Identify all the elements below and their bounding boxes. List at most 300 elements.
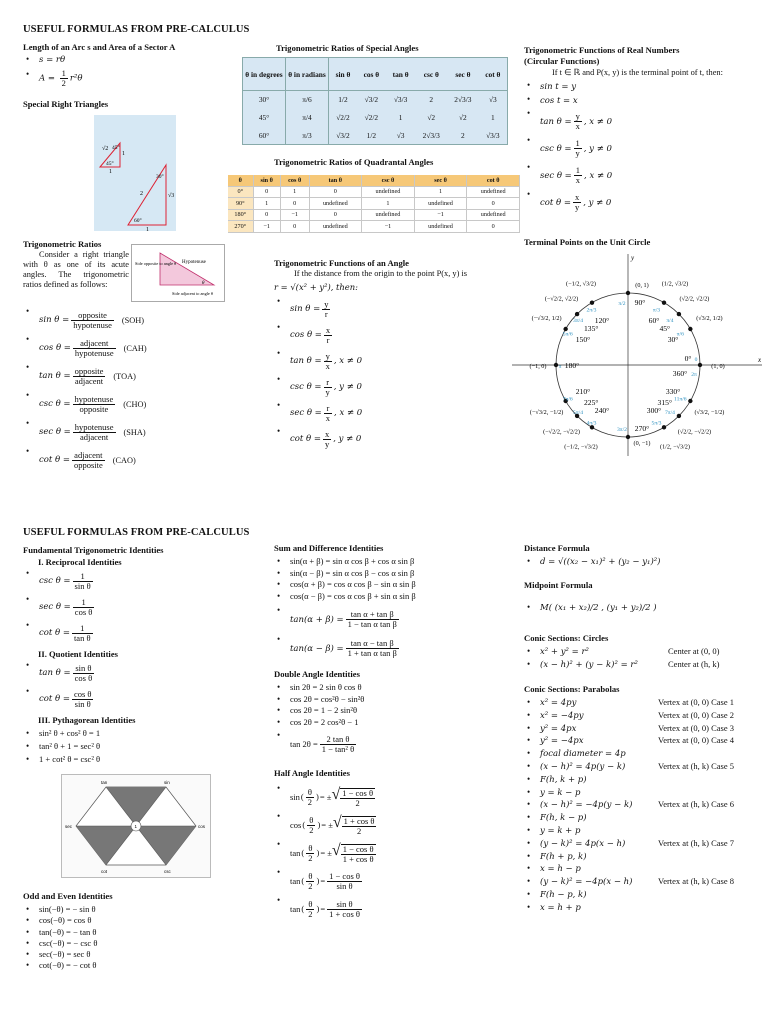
- parabola-item: • (y − k)² = 4p(x − h) Vertex at (h, k) Case 7: [524, 838, 768, 851]
- terminal-point-label: (0, 1): [635, 282, 649, 289]
- parabola-item: • y² = 4px Vertex at (0, 0) Case 3: [524, 723, 768, 736]
- terminal-point-label: (−√3/2, −1/2): [529, 409, 564, 416]
- terminal-point-label: (−√2/2, −√2/2): [543, 428, 580, 436]
- formula-item: • sec θ = hypotenuse adjacent (SHA): [23, 418, 223, 446]
- table-cell: √3/3: [393, 95, 408, 105]
- table-cell: undefined: [362, 186, 415, 198]
- terminal-point-label: (−1/2, √3/2): [566, 280, 596, 288]
- trig-ratios-list: [23, 306, 223, 474]
- terminal-point: [677, 312, 681, 316]
- degree-label: 180°: [564, 361, 580, 370]
- formula-item: • sec θ = $\frac{1}{\text{cos θ}}$: [23, 594, 223, 620]
- table-cell: undefined: [309, 221, 362, 233]
- formula-item: • sec θ = $\frac{r}{x}$ , x ≠ 0: [274, 400, 474, 426]
- svg-text:√3: √3: [168, 193, 175, 199]
- table-header: cot θ: [479, 58, 507, 91]
- radian-label: 11π/6: [674, 396, 687, 403]
- pyth-item: • sin² θ + cos² θ = 1: [23, 728, 223, 738]
- fraction: $\frac{\text{sin θ}}{\text{1 + cos θ}}$: [329, 898, 360, 919]
- table-cell: √3/2: [336, 130, 350, 140]
- formula-item: • cot θ = $\frac{x}{y}$ , y ≠ 0: [274, 426, 474, 452]
- terminal-point: [677, 414, 681, 418]
- degree-label: 90°: [634, 298, 646, 307]
- table-row: [228, 221, 520, 233]
- distance-list: [524, 556, 754, 567]
- odd-even-item: • sec(−θ) = sec θ: [23, 949, 223, 960]
- parabola-item: • F(h, k − p): [524, 812, 768, 825]
- table-header: tan θ: [309, 175, 362, 186]
- radian-label: 7π/6: [562, 396, 573, 403]
- table-row: [243, 91, 507, 109]
- special-triangles-heading: Special Right Triangles: [23, 99, 109, 109]
- formula-item: • cot θ = adjacent opposite (CAO): [23, 446, 223, 474]
- formula-item: • sec θ = $\frac{1}{x}$ , x ≠ 0: [524, 162, 724, 189]
- unit-circle-heading: Terminal Points on the Unit Circle: [524, 237, 651, 247]
- fundamental-heading: Fundamental Trigonometric Identities: [23, 545, 164, 555]
- fraction: $\frac{1}{\text{tan θ}}$: [73, 622, 91, 643]
- terminal-point: [698, 363, 702, 367]
- distance-heading: Distance Formula: [524, 543, 590, 553]
- formula-item: • csc θ = $\frac{r}{y}$ , y ≠ 0: [274, 374, 474, 400]
- table-cell: 1: [491, 113, 495, 123]
- table-header: θ in degrees: [243, 58, 286, 91]
- svg-text:1: 1: [134, 824, 138, 829]
- table-header: sec θ: [447, 58, 479, 91]
- table-header: cos θ: [280, 175, 309, 186]
- table-cell: π/3: [286, 126, 329, 144]
- table-header: θ in radians: [286, 58, 329, 91]
- table-row: [243, 126, 507, 144]
- circles-heading: Conic Sections: Circles: [524, 633, 609, 643]
- table-cell: √3: [396, 130, 405, 140]
- unit-circle-diagram: [508, 250, 766, 462]
- parabolas-heading: Conic Sections: Parabolas: [524, 684, 620, 694]
- sum-diff-item: • sin(α − β) = sin α cos β − cos α sin β: [274, 568, 504, 580]
- theta-over-2: ( $\frac{\theta}{2}$ ): [301, 842, 320, 863]
- sum-diff-list: [274, 556, 504, 602]
- real-fns-intro: If t ∈ ℝ and P(x, y) is the terminal point of t, then:: [552, 68, 723, 77]
- odd-even-heading: Odd and Even Identities: [23, 891, 113, 901]
- fraction: adjacent hypotenuse: [74, 337, 114, 358]
- radical: [325, 900, 364, 919]
- midpoint-heading: Midpoint Formula: [524, 580, 593, 590]
- table-cell: undefined: [414, 221, 467, 233]
- quadrantal-table: [228, 175, 520, 233]
- degree-label: 240°: [594, 406, 610, 416]
- fraction: $\frac{x}{r}$: [325, 324, 331, 345]
- formula-item: • sin θ = opposite hypotenuse (SOH): [23, 306, 223, 334]
- table-cell: undefined: [467, 209, 520, 221]
- table-cell: 60°: [243, 126, 286, 144]
- terminal-point: [688, 399, 692, 403]
- radian-label: π/4: [666, 318, 674, 325]
- half-angle-item: • cos ( $\frac{\theta}{2}$ ) = ± √ $\frac{\text{1 + cos θ}}{2}$: [274, 811, 504, 839]
- degree-label: 0°: [684, 354, 692, 363]
- table-header: cos θ: [357, 58, 386, 91]
- fraction: $\frac{r}{y}$: [325, 376, 330, 397]
- formula-item: • sin θ = $\frac{y}{r}$: [274, 296, 474, 322]
- radian-label: 5π/3: [651, 420, 662, 427]
- table-header: tan θ: [386, 58, 416, 91]
- parabola-item: • (y − k)² = −4p(x − h) Vertex at (h, k) Case 8: [524, 876, 768, 889]
- formula-item: • cot θ = $\frac{\text{cos θ}}{\text{sin θ}}$: [23, 686, 223, 712]
- double-tan: [274, 730, 504, 758]
- fraction: $\frac{y}{r}$: [324, 298, 329, 319]
- table-cell: √2: [427, 113, 436, 123]
- real-fns-subheading: (Circular Functions): [524, 56, 600, 66]
- table-row: [243, 109, 507, 127]
- terminal-point-label: (−√3/2, 1/2): [531, 315, 562, 322]
- fraction: hypotenuse opposite: [74, 393, 114, 414]
- table-header: sin θ: [329, 58, 357, 91]
- table-header: cot θ: [467, 175, 520, 186]
- pyth-item: • tan² θ + 1 = sec² θ: [23, 741, 223, 751]
- table-row: [228, 198, 520, 210]
- svg-text:cos: cos: [198, 824, 206, 829]
- radian-label: π/6: [676, 331, 684, 338]
- table-cell: −1: [414, 209, 467, 221]
- tri-label: √2: [102, 146, 109, 152]
- parabola-item: • y = k + p: [524, 825, 768, 838]
- table-header: sec θ: [414, 175, 467, 186]
- svg-text:sec: sec: [65, 824, 73, 829]
- parabola-item: • y² = −4px Vertex at (0, 0) Case 4: [524, 735, 768, 748]
- double-item: • cos 2θ = cos²θ − sin²θ: [274, 694, 504, 706]
- formula-item: • cos t = x: [524, 94, 724, 108]
- degree-label: 60°: [648, 315, 660, 325]
- svg-text:θ: θ: [202, 281, 205, 286]
- table-cell: 1/2: [366, 130, 377, 140]
- table-cell: −1: [280, 209, 309, 221]
- radian-label: 4π/3: [586, 420, 597, 427]
- fraction: $\frac{\text{cos θ}}{\text{sin θ}}$: [73, 688, 92, 709]
- terminal-point-label: (−√2/2, √2/2): [544, 295, 579, 303]
- svg-text:tan: tan: [101, 780, 108, 785]
- svg-text:Hypotenuse: Hypotenuse: [182, 260, 206, 265]
- radian-label: 5π/6: [562, 331, 573, 338]
- table-cell: 1: [398, 113, 403, 123]
- svg-text:45°: 45°: [106, 161, 114, 167]
- fraction: $\frac{\text{1 − cos θ}}{2}$: [342, 787, 374, 808]
- table-cell: undefined: [414, 198, 467, 210]
- distance-formula: • d = √((x₂ − x₁)² + (y₂ − y₁)²): [524, 556, 754, 567]
- parabola-item: • x² = 4py Vertex at (0, 0) Case 1: [524, 697, 768, 710]
- terminal-point-label: (−1/2, −√3/2): [564, 443, 598, 451]
- table-header: csc θ: [415, 58, 447, 91]
- svg-text:1: 1: [122, 151, 125, 157]
- triangles-svg: [94, 115, 176, 231]
- real-fns-list: [524, 80, 724, 216]
- degree-label: 135°: [584, 324, 599, 334]
- formula-item: • tan(α + β) = $\frac{\text{tan α + tan β}}{\text{1 − tan α tan β}}$: [274, 605, 504, 634]
- terminal-point-label: (√3/2, 1/2): [696, 315, 723, 322]
- terminal-point-label: (0, −1): [633, 440, 651, 447]
- half-angle-item: • sin ( $\frac{\theta}{2}$ ) = ± √ $\frac{\text{1 − cos θ}}{2}$: [274, 783, 504, 811]
- degree-label: 150°: [575, 335, 591, 344]
- real-fns-heading: Trigonometric Functions of Real Numbers: [524, 45, 680, 55]
- radian-label: π: [558, 364, 562, 370]
- radical: √ $\frac{\text{1 − cos θ}}{\text{1 + cos θ}}$: [331, 842, 374, 864]
- radical: √ $\frac{\text{1 − cos θ}}{2}$: [331, 786, 374, 808]
- parabola-item: • (x − h)² = −4p(y − k) Vertex at (h, k) Case 6: [524, 799, 768, 812]
- angle-fns-list: [274, 296, 474, 452]
- table-cell: 1: [362, 198, 415, 210]
- parabola-item: • x = h + p: [524, 902, 768, 915]
- table-cell: √2: [459, 113, 467, 123]
- theta-over-2: ( $\frac{\theta}{2}$ ): [302, 814, 321, 835]
- fraction: $\frac{y}{x}$: [325, 350, 330, 371]
- angle-fns-heading: Trigonometric Functions of an Angle: [274, 258, 409, 268]
- page-title: USEFUL FORMULAS FROM PRE-CALCULUS: [23, 24, 250, 35]
- degree-label: 300°: [646, 406, 662, 416]
- table-cell: 1: [414, 186, 467, 198]
- table-row: [228, 186, 520, 198]
- terminal-point-label: (−1, 0): [529, 363, 547, 370]
- special-angles-table: [243, 58, 507, 144]
- table-cell: π/6: [286, 91, 329, 109]
- formula-item: • csc θ = $\frac{1}{\text{sin θ}}$: [23, 568, 223, 594]
- table-cell: √2/2: [364, 113, 379, 123]
- table-cell: −1: [253, 221, 280, 233]
- table-cell: √3/3: [486, 130, 500, 140]
- odd-even-item: • cos(−θ) = cos θ: [23, 915, 223, 926]
- table-header: csc θ: [362, 175, 415, 186]
- radian-label: 2π/3: [586, 307, 597, 314]
- terminal-point: [575, 312, 579, 316]
- terminal-point-label: (1, 0): [711, 363, 725, 370]
- terminal-point: [662, 300, 666, 304]
- radian-label: π/2: [618, 301, 626, 307]
- quadrantal-heading: Trigonometric Ratios of Quadrantal Angles: [274, 157, 434, 167]
- table-cell: undefined: [309, 198, 362, 210]
- table-cell: 0°: [228, 186, 253, 198]
- table-header: sin θ: [253, 175, 280, 186]
- table-cell: 30°: [243, 91, 286, 109]
- double-tan-item: • tan 2θ = $\frac{\text{2 tan θ}}{\text{1 − tan² θ}}$: [274, 730, 504, 758]
- table-cell: 0: [309, 186, 362, 198]
- table-header-row: [243, 58, 507, 91]
- svg-text:1: 1: [109, 169, 112, 175]
- sum-diff-item: • cos(α − β) = cos α cos β + sin α sin β: [274, 591, 504, 603]
- svg-text:60°: 60°: [134, 218, 142, 224]
- radian-label: 7π/4: [664, 409, 675, 416]
- page2-title: USEFUL FORMULAS FROM PRE-CALCULUS: [23, 527, 250, 538]
- svg-text:Side adjacent to angle θ: Side adjacent to angle θ: [172, 291, 213, 296]
- table-cell: 0: [467, 221, 520, 233]
- odd-even-list: [23, 904, 223, 972]
- circle-item: • (x − h)² + (y − k)² = r² Center at (h, k): [524, 658, 764, 671]
- formula-item: • cos θ = adjacent hypotenuse (CAH): [23, 334, 223, 362]
- table-cell: √2/2: [336, 113, 350, 123]
- formula-item: • cot θ = $\frac{1}{\text{tan θ}}$: [23, 620, 223, 646]
- table-cell: 2: [429, 95, 434, 105]
- table-cell: undefined: [362, 209, 415, 221]
- radian-label: 0: [694, 357, 698, 363]
- svg-text:1: 1: [146, 227, 149, 231]
- parabola-item: • focal diameter = 4p: [524, 748, 768, 761]
- terminal-point-label: (√2/2, −√2/2): [677, 428, 712, 436]
- fraction: $\frac{r}{x}$: [325, 402, 331, 423]
- table-cell: −1: [362, 221, 415, 233]
- y-axis-label: y: [631, 254, 635, 262]
- svg-text:cot: cot: [101, 869, 108, 874]
- double-item: • cos 2θ = 1 − 2 sin²θ: [274, 705, 504, 717]
- pyth-heading: III. Pythagorean Identities: [38, 715, 136, 725]
- fraction: $\frac{\text{tan α − tan β}}{\text{1 + tan α tan β}}$: [347, 638, 397, 658]
- half-angle-item: • tan ( $\frac{\theta}{2}$ ) = $\frac{\text{sin θ}}{\text{1 + cos θ}}$: [274, 895, 504, 923]
- terminal-point-label: (1/2, √3/2): [661, 280, 689, 288]
- midpoint-formula: • M( (x₁ + x₂)/2 , (y₁ + y₂)/2 ): [524, 602, 754, 613]
- svg-text:Side opposite to angle θ: Side opposite to angle θ: [135, 261, 177, 266]
- table-cell: 2: [461, 130, 465, 140]
- terminal-point-label: (√2/2, √2/2): [679, 295, 710, 303]
- parabola-item: • F(h − p, k): [524, 889, 768, 902]
- quotient-list: [23, 660, 223, 712]
- fraction: adjacent opposite: [73, 449, 103, 470]
- fraction: $\frac{1}{y}$: [575, 138, 580, 158]
- x-axis-label: x: [758, 356, 762, 364]
- fraction: $\frac{\text{sin θ}}{\text{cos θ}}$: [74, 662, 93, 683]
- sum-diff-item: • sin(α + β) = sin α cos β + cos α sin β: [274, 556, 504, 568]
- terminal-point-label: (√3/2, −1/2): [694, 409, 725, 416]
- formula-item: • cos θ = $\frac{x}{r}$: [274, 322, 474, 348]
- right-triangle-figure: [131, 244, 225, 302]
- special-triangles-figure: [94, 115, 176, 231]
- radical: √ $\frac{\text{1 + cos θ}}{2}$: [332, 814, 375, 836]
- half-angle-item: • tan ( $\frac{\theta}{2}$ ) = ± √ $\frac{\text{1 − cos θ}}{\text{1 + cos θ}}$: [274, 839, 504, 867]
- table-cell: 180°: [228, 209, 253, 221]
- fraction: $\frac{x}{y}$: [574, 192, 580, 212]
- formula-item: • tan(α − β) = $\frac{\text{tan α − tan β}}{\text{1 + tan α tan β}}$: [274, 634, 504, 663]
- trig-ratios-intro: Consider a right triangle with θ as one of its acute angles. The trigonometric ratios defined as follows:: [23, 250, 129, 289]
- radian-label: 3π/2: [617, 427, 627, 433]
- arc-length-formula: • s = rθ: [23, 54, 213, 65]
- fraction: $\frac{\text{tan α + tan β}}{\text{1 − tan α tan β}}$: [347, 609, 397, 629]
- formula-item: • csc θ = hypotenuse opposite (CHO): [23, 390, 223, 418]
- fraction: opposite adjacent: [74, 365, 104, 386]
- fraction: $\frac{1}{\text{cos θ}}$: [74, 596, 93, 617]
- table-cell: 0: [280, 198, 309, 210]
- terminal-point: [688, 327, 692, 331]
- pyth-list: [23, 728, 223, 764]
- degree-label: 270°: [634, 424, 650, 433]
- table-cell: √3: [488, 95, 497, 105]
- odd-even-item: • sin(−θ) = − sin θ: [23, 904, 223, 915]
- double-item: • sin 2θ = 2 sin θ cos θ: [274, 682, 504, 694]
- odd-even-item: • cot(−θ) = − cot θ: [23, 960, 223, 971]
- table-cell: 270°: [228, 221, 253, 233]
- svg-text:sin: sin: [164, 780, 170, 785]
- table-cell: π/4: [286, 109, 329, 127]
- table-row: [228, 209, 520, 221]
- radical: [325, 872, 364, 891]
- formula-item: • tan θ = $\frac{y}{x}$ , x ≠ 0: [524, 108, 724, 135]
- svg-text:30°: 30°: [156, 174, 164, 180]
- degree-label: 45°: [659, 324, 671, 334]
- degree-label: 210°: [575, 387, 591, 396]
- special-angles-heading: Trigonometric Ratios of Special Angles: [276, 43, 419, 53]
- svg-text:2: 2: [140, 191, 143, 197]
- formula-item: • csc θ = $\frac{1}{y}$ , y ≠ 0: [524, 135, 724, 162]
- hexagon-figure: [61, 774, 211, 878]
- radian-label: π/3: [652, 307, 661, 314]
- sum-diff-tan-list: [274, 605, 504, 663]
- table-cell: 2√3/3: [454, 95, 472, 105]
- degree-label: 120°: [594, 315, 610, 325]
- terminal-point: [662, 425, 666, 429]
- fraction: $\frac{\text{1 − cos θ}}{\text{sin θ}}$: [329, 870, 360, 891]
- half-angle-item: • tan ( $\frac{\theta}{2}$ ) = $\frac{\text{1 − cos θ}}{\text{sin θ}}$: [274, 867, 504, 895]
- radian-label: 3π/4: [573, 318, 584, 325]
- radian-label: 2π: [691, 372, 697, 378]
- terminal-point: [590, 300, 594, 304]
- double-item: • cos 2θ = 2 cos²θ − 1: [274, 717, 504, 729]
- formula-item: • tan θ = opposite adjacent (TOA): [23, 362, 223, 390]
- table-cell: undefined: [467, 186, 520, 198]
- svg-text:45°: 45°: [112, 145, 120, 151]
- terminal-point: [626, 435, 630, 439]
- table-cell: √3/2: [364, 95, 379, 105]
- degree-label: 360°: [672, 369, 688, 378]
- parabola-item: • (x − h)² = 4p(y − k) Vertex at (h, k) Case 5: [524, 761, 768, 774]
- pyth-item: • 1 + cot² θ = csc² θ: [23, 754, 223, 764]
- half-list: [274, 783, 504, 923]
- parabola-item: • x = h − p: [524, 863, 768, 876]
- table-cell: 0: [309, 209, 362, 221]
- fraction: $\frac{x}{y}$: [324, 428, 330, 449]
- formula-item: • sin t = y: [524, 80, 724, 94]
- circle-item: • x² + y² = r² Center at (0, 0): [524, 645, 764, 658]
- trig-ratios-heading: Trigonometric Ratios: [23, 239, 102, 249]
- arc-heading: Length of an Arc s and Area of a Sector A: [23, 42, 176, 52]
- fraction: $\frac{\text{1 − cos θ}}{\text{1 + cos θ}}$: [342, 843, 374, 864]
- reciprocal-heading: I. Reciprocal Identities: [38, 557, 122, 567]
- angle-fns-radius: r = √(x² + y²), then:: [274, 282, 358, 292]
- formula-item: • tan θ = $\frac{y}{x}$ , x ≠ 0: [274, 348, 474, 374]
- table-header: θ: [228, 175, 253, 186]
- table-cell: 45°: [243, 109, 286, 127]
- degree-label: 30°: [667, 335, 679, 344]
- parabola-item: • F(h + p, k): [524, 851, 768, 864]
- arc-list: [23, 54, 213, 88]
- fraction: $\frac{1}{\text{sin θ}}$: [74, 570, 91, 591]
- fraction: opposite hypotenuse: [73, 309, 112, 330]
- midpoint-list: [524, 602, 754, 613]
- sector-area-formula: • A = $\frac{1}{2}$ r²θ: [23, 69, 213, 88]
- quotient-heading: II. Quotient Identities: [38, 649, 118, 659]
- table-cell: 1: [253, 198, 280, 210]
- parabolas-list: [524, 697, 768, 915]
- double-list: [274, 682, 504, 728]
- degree-label: 225°: [584, 397, 599, 407]
- sum-diff-item: • cos(α + β) = cos α cos β − sin α sin β: [274, 579, 504, 591]
- radian-label: 5π/4: [573, 409, 584, 416]
- parabola-item: • x² = −4py Vertex at (0, 0) Case 2: [524, 710, 768, 723]
- table-cell: 1: [280, 186, 309, 198]
- table-cell: 0: [280, 221, 309, 233]
- theta-over-2: ( $\frac{\theta}{2}$ ): [301, 898, 320, 919]
- degree-label: 330°: [665, 387, 681, 396]
- table-header-row: [228, 175, 520, 186]
- sum-diff-heading: Sum and Difference Identities: [274, 543, 384, 553]
- degree-label: 315°: [657, 397, 672, 407]
- table-cell: 0: [253, 209, 280, 221]
- fraction: $\frac{y}{x}$: [575, 111, 580, 131]
- terminal-point: [554, 363, 558, 367]
- fraction: $\frac{\text{2 tan θ}}{\text{1 − tan² θ}}$: [321, 733, 355, 754]
- terminal-point-label: (1/2, −√3/2): [660, 443, 690, 451]
- theta-over-2: ( $\frac{\theta}{2}$ ): [301, 870, 320, 891]
